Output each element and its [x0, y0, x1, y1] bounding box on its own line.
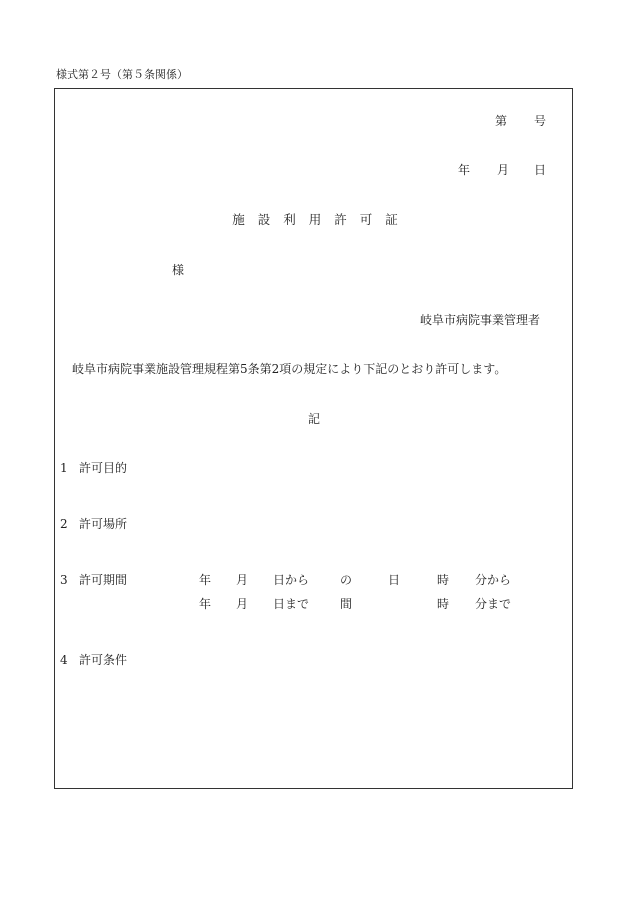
period-kan: 間	[340, 597, 353, 611]
number-prefix: 第	[495, 114, 508, 128]
form-number-label: 様式第２号（第５条関係）	[56, 68, 188, 81]
period-no: の	[340, 573, 353, 587]
item-number-1: 1	[60, 461, 68, 475]
body-text: 岐阜市病院事業施設管理規程第5条第2項の規定により下記のとおり許可します。	[72, 362, 507, 376]
period-from-day: 日から	[273, 573, 310, 587]
number-suffix: 号	[534, 114, 547, 128]
period-to-day: 日まで	[273, 597, 310, 611]
date-year: 年	[458, 163, 471, 177]
ki-label: 記	[308, 412, 321, 426]
issuer-name: 岐阜市病院事業管理者	[420, 313, 541, 327]
period-to-minute: 分まで	[475, 597, 512, 611]
item-label-conditions: 許可条件	[79, 653, 128, 667]
period-to-hour: 時	[437, 597, 450, 611]
date-month: 月	[497, 163, 510, 177]
date-day: 日	[534, 163, 547, 177]
recipient-suffix: 様	[172, 263, 185, 277]
period-from-minute: 分から	[475, 573, 512, 587]
item-number-3: 3	[60, 573, 68, 587]
period-from-hour: 時	[437, 573, 450, 587]
period-from-year: 年	[199, 573, 212, 587]
document-title: 施設利用許可証	[232, 212, 411, 227]
period-to-month: 月	[236, 597, 249, 611]
period-from-month: 月	[236, 573, 249, 587]
form-frame	[54, 88, 573, 789]
period-to-year: 年	[199, 597, 212, 611]
item-number-4: 4	[60, 653, 68, 667]
item-label-purpose: 許可目的	[79, 461, 128, 475]
item-label-place: 許可場所	[79, 517, 128, 531]
item-label-period: 許可期間	[79, 573, 128, 587]
item-number-2: 2	[60, 517, 68, 531]
period-days: 日	[388, 573, 401, 587]
